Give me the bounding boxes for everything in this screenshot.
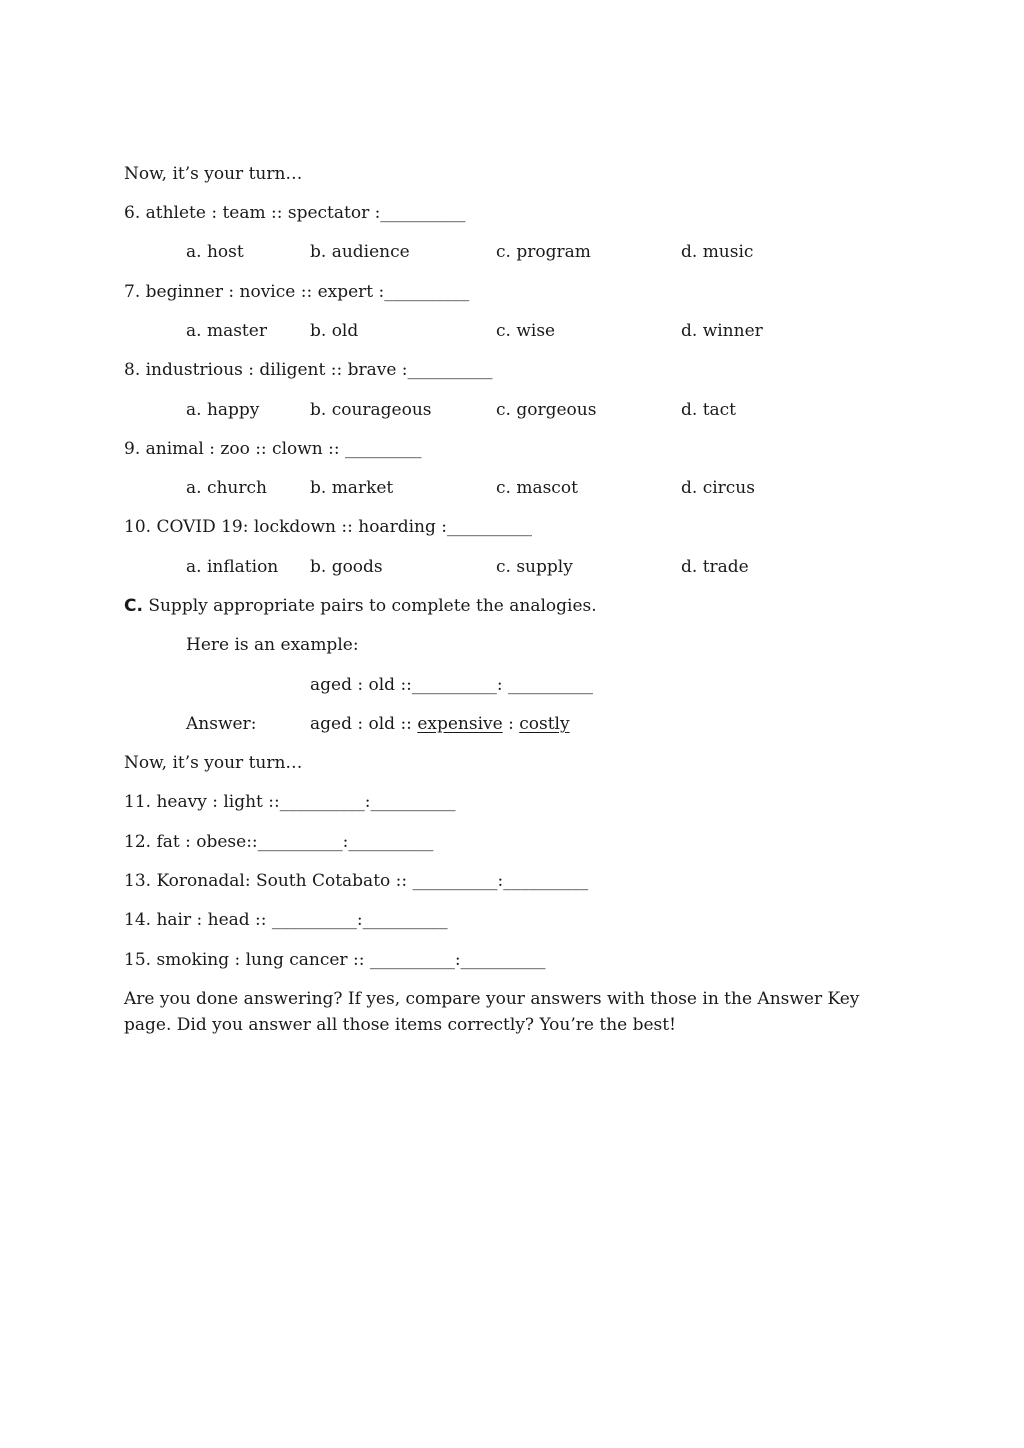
option-9c: c. mascot: [496, 478, 578, 498]
answer-word-1: expensive: [417, 714, 503, 734]
question-10: 10. COVID 19: lockdown :: hoarding :__________: [124, 517, 532, 537]
option-7d: d. winner: [681, 321, 763, 341]
item-11: 11. heavy : light ::__________:__________: [124, 792, 456, 812]
closing-text-line-2: page. Did you answer all those items correctly? You’re the best!: [124, 1015, 676, 1035]
question-8: 8. industrious : diligent :: brave :__________: [124, 360, 493, 380]
option-6c: c. program: [496, 242, 591, 262]
option-9a: a. church: [186, 478, 267, 498]
option-6a: a. host: [186, 242, 244, 262]
answer-separator: :: [502, 714, 520, 734]
question-6: 6. athlete : team :: spectator :__________: [124, 203, 466, 223]
answer-word-2: costly: [519, 714, 570, 734]
option-7a: a. master: [186, 321, 267, 341]
section-c-letter: C.: [124, 596, 143, 616]
option-8d: d. tact: [681, 400, 737, 420]
option-10d: d. trade: [681, 557, 749, 577]
answer-label: Answer:: [186, 714, 257, 734]
option-8a: a. happy: [186, 400, 260, 420]
intro-text-2: Now, it’s your turn…: [124, 753, 303, 773]
example-analogy: aged : old ::__________: __________: [310, 675, 594, 695]
option-10c: c. supply: [496, 557, 573, 577]
item-15: 15. smoking : lung cancer :: __________:__________: [124, 950, 546, 970]
section-c-heading: [124, 595, 597, 617]
option-10a: a. inflation: [186, 557, 279, 577]
option-8c: c. gorgeous: [496, 400, 597, 420]
item-12: 12. fat : obese::__________:__________: [124, 832, 434, 852]
example-answer: [310, 713, 570, 735]
intro-text: Now, it’s your turn…: [124, 164, 303, 184]
option-6d: d. music: [681, 242, 754, 262]
option-9b: b. market: [310, 478, 394, 498]
option-6b: b. audience: [310, 242, 410, 262]
option-8b: b. courageous: [310, 400, 432, 420]
option-7c: c. wise: [496, 321, 556, 341]
closing-text-line-1: Are you done answering? If yes, compare your answers with those in the Answer Key: [124, 989, 860, 1009]
question-7: 7. beginner : novice :: expert :__________: [124, 282, 470, 302]
option-9d: d. circus: [681, 478, 755, 498]
item-14: 14. hair : head :: __________:__________: [124, 910, 448, 930]
section-c-instruction: Supply appropriate pairs to complete the analogies.: [142, 596, 597, 616]
option-7b: b. old: [310, 321, 359, 341]
option-10b: b. goods: [310, 557, 383, 577]
answer-prefix: aged : old ::: [310, 714, 418, 734]
example-intro: Here is an example:: [186, 635, 359, 655]
item-13: 13. Koronadal: South Cotabato :: __________:__________: [124, 871, 589, 891]
question-9: 9. animal : zoo :: clown :: _________: [124, 439, 422, 459]
